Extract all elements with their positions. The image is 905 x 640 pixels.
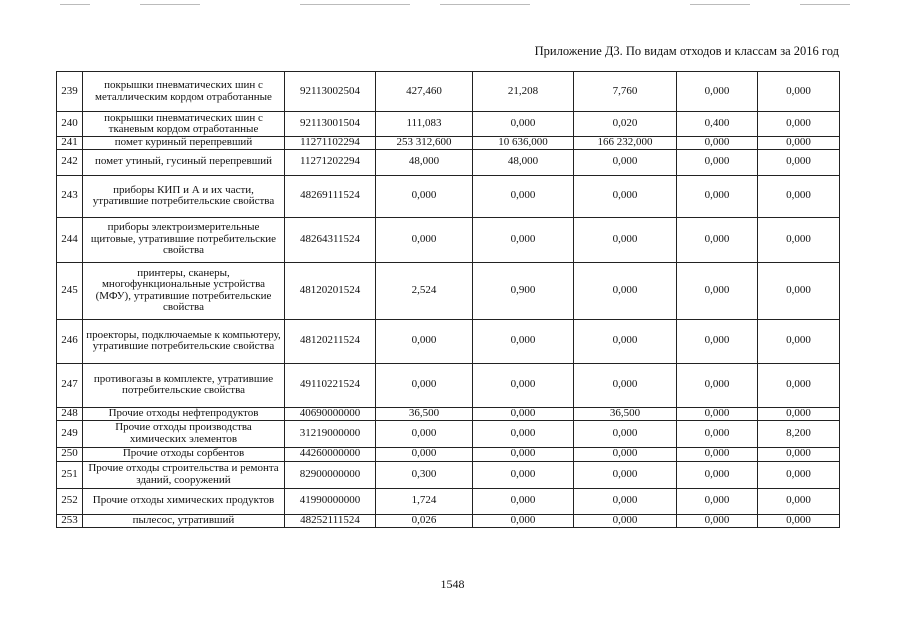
row-number: 247 — [57, 363, 83, 407]
value-4: 0,000 — [677, 149, 758, 175]
row-number: 251 — [57, 461, 83, 488]
waste-code: 41990000000 — [285, 488, 376, 514]
value-1: 0,026 — [376, 514, 473, 527]
value-1: 0,300 — [376, 461, 473, 488]
waste-name: проекторы, подключаемые к компьютеру, утратившие потребительские свойства — [83, 319, 285, 363]
value-1: 0,000 — [376, 447, 473, 461]
waste-name: приборы электроизмерительные щитовые, утратившие потребительские свойства — [83, 217, 285, 262]
value-5: 0,000 — [758, 149, 840, 175]
value-2: 48,000 — [473, 149, 574, 175]
value-2: 0,000 — [473, 461, 574, 488]
row-number: 241 — [57, 137, 83, 150]
waste-code: 40690000000 — [285, 407, 376, 420]
value-2: 0,000 — [473, 319, 574, 363]
row-number: 249 — [57, 420, 83, 447]
value-1: 48,000 — [376, 149, 473, 175]
value-3: 36,500 — [574, 407, 677, 420]
value-4: 0,000 — [677, 407, 758, 420]
waste-name: Прочие отходы производства химических элементов — [83, 420, 285, 447]
waste-code: 49110221524 — [285, 363, 376, 407]
value-3: 0,000 — [574, 149, 677, 175]
value-3: 0,020 — [574, 112, 677, 137]
table-body — [57, 72, 840, 528]
value-1: 2,524 — [376, 262, 473, 319]
value-1: 36,500 — [376, 407, 473, 420]
waste-code: 44260000000 — [285, 447, 376, 461]
value-4: 0,000 — [677, 514, 758, 527]
value-5: 0,000 — [758, 363, 840, 407]
value-2: 0,000 — [473, 447, 574, 461]
value-1: 0,000 — [376, 175, 473, 217]
value-3: 0,000 — [574, 514, 677, 527]
value-5: 0,000 — [758, 514, 840, 527]
value-3: 7,760 — [574, 72, 677, 112]
value-5: 0,000 — [758, 319, 840, 363]
value-4: 0,000 — [677, 319, 758, 363]
value-5: 8,200 — [758, 420, 840, 447]
scan-artifacts — [0, 4, 905, 8]
waste-code: 92113001504 — [285, 112, 376, 137]
waste-name: пылесос, утративший — [83, 514, 285, 527]
waste-name: помет куриный перепревший — [83, 137, 285, 150]
waste-code: 48264311524 — [285, 217, 376, 262]
value-2: 0,000 — [473, 420, 574, 447]
value-3: 0,000 — [574, 420, 677, 447]
value-3: 0,000 — [574, 363, 677, 407]
table-row — [57, 363, 840, 407]
waste-code: 48269111524 — [285, 175, 376, 217]
value-2: 0,900 — [473, 262, 574, 319]
waste-name: принтеры, сканеры, многофункциональные устройства (МФУ), утратившие потребительские свойства — [83, 262, 285, 319]
value-2: 0,000 — [473, 363, 574, 407]
row-number: 240 — [57, 112, 83, 137]
waste-name: Прочие отходы нефтепродуктов — [83, 407, 285, 420]
waste-code: 11271202294 — [285, 149, 376, 175]
value-2: 0,000 — [473, 112, 574, 137]
waste-code: 31219000000 — [285, 420, 376, 447]
value-2: 0,000 — [473, 514, 574, 527]
value-3: 0,000 — [574, 461, 677, 488]
value-1: 111,083 — [376, 112, 473, 137]
row-number: 252 — [57, 488, 83, 514]
value-4: 0,000 — [677, 175, 758, 217]
value-3: 0,000 — [574, 262, 677, 319]
value-3: 0,000 — [574, 175, 677, 217]
value-4: 0,000 — [677, 488, 758, 514]
table-row — [57, 319, 840, 363]
table-row — [57, 137, 840, 150]
value-4: 0,000 — [677, 461, 758, 488]
row-number: 239 — [57, 72, 83, 112]
value-3: 166 232,000 — [574, 137, 677, 150]
value-4: 0,000 — [677, 363, 758, 407]
row-number: 245 — [57, 262, 83, 319]
table-row — [57, 447, 840, 461]
row-number: 248 — [57, 407, 83, 420]
row-number: 253 — [57, 514, 83, 527]
table-row — [57, 262, 840, 319]
waste-name: приборы КИП и А и их части, утратившие потребительские свойства — [83, 175, 285, 217]
value-4: 0,000 — [677, 447, 758, 461]
row-number: 246 — [57, 319, 83, 363]
table-row — [57, 217, 840, 262]
value-5: 0,000 — [758, 461, 840, 488]
value-2: 0,000 — [473, 488, 574, 514]
table-row — [57, 488, 840, 514]
waste-name: Прочие отходы сорбентов — [83, 447, 285, 461]
table-row — [57, 514, 840, 527]
waste-name: покрышки пневматических шин с тканевым кордом отработанные — [83, 112, 285, 137]
value-4: 0,000 — [677, 262, 758, 319]
table-row — [57, 407, 840, 420]
value-3: 0,000 — [574, 217, 677, 262]
table-row — [57, 149, 840, 175]
value-5: 0,000 — [758, 447, 840, 461]
waste-name: покрышки пневматических шин с металлическим кордом отработанные — [83, 72, 285, 112]
row-number: 250 — [57, 447, 83, 461]
value-2: 0,000 — [473, 407, 574, 420]
page-number: 1548 — [440, 577, 465, 591]
waste-name: противогазы в комплекте, утратившие потребительские свойства — [83, 363, 285, 407]
value-2: 0,000 — [473, 217, 574, 262]
value-1: 0,000 — [376, 363, 473, 407]
table-row — [57, 175, 840, 217]
waste-name: Прочие отходы химических продуктов — [83, 488, 285, 514]
value-5: 0,000 — [758, 488, 840, 514]
waste-code: 48120201524 — [285, 262, 376, 319]
value-1: 1,724 — [376, 488, 473, 514]
value-1: 0,000 — [376, 420, 473, 447]
value-3: 0,000 — [574, 447, 677, 461]
value-4: 0,000 — [677, 217, 758, 262]
value-5: 0,000 — [758, 137, 840, 150]
value-4: 0,000 — [677, 420, 758, 447]
waste-name: помет утиный, гусиный перепревший — [83, 149, 285, 175]
value-1: 0,000 — [376, 217, 473, 262]
waste-table — [56, 71, 840, 528]
value-1: 253 312,600 — [376, 137, 473, 150]
value-5: 0,000 — [758, 407, 840, 420]
value-4: 0,400 — [677, 112, 758, 137]
row-number: 244 — [57, 217, 83, 262]
table-row — [57, 420, 840, 447]
value-5: 0,000 — [758, 217, 840, 262]
value-4: 0,000 — [677, 72, 758, 112]
table-row — [57, 72, 840, 112]
waste-code: 92113002504 — [285, 72, 376, 112]
value-4: 0,000 — [677, 137, 758, 150]
value-5: 0,000 — [758, 262, 840, 319]
table-row — [57, 112, 840, 137]
value-2: 21,208 — [473, 72, 574, 112]
value-2: 10 636,000 — [473, 137, 574, 150]
value-2: 0,000 — [473, 175, 574, 217]
table-row — [57, 461, 840, 488]
value-1: 427,460 — [376, 72, 473, 112]
waste-code: 11271102294 — [285, 137, 376, 150]
row-number: 242 — [57, 149, 83, 175]
waste-code: 48120211524 — [285, 319, 376, 363]
value-3: 0,000 — [574, 488, 677, 514]
value-1: 0,000 — [376, 319, 473, 363]
row-number: 243 — [57, 175, 83, 217]
page-header: Приложение Д3. По видам отходов и классам за 2016 год — [534, 44, 839, 58]
value-5: 0,000 — [758, 112, 840, 137]
waste-name: Прочие отходы строительства и ремонта зданий, сооружений — [83, 461, 285, 488]
waste-code: 82900000000 — [285, 461, 376, 488]
value-5: 0,000 — [758, 175, 840, 217]
value-3: 0,000 — [574, 319, 677, 363]
waste-code: 48252111524 — [285, 514, 376, 527]
value-5: 0,000 — [758, 72, 840, 112]
